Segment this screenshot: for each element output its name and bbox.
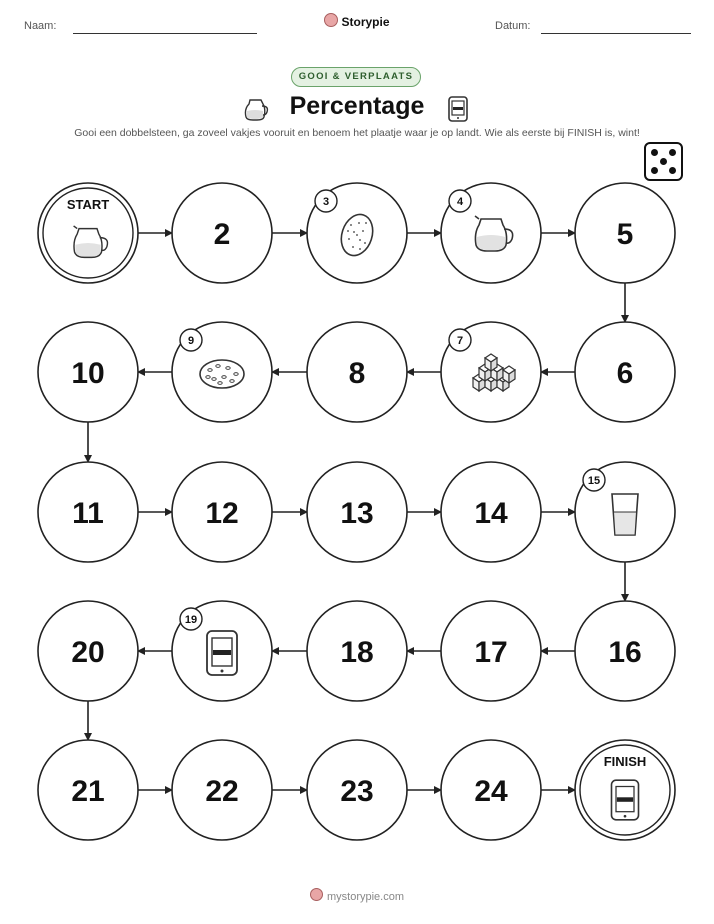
board-space[interactable]	[307, 601, 407, 701]
space-number: 22	[205, 775, 239, 808]
board-space[interactable]	[38, 740, 138, 840]
space-number: 12	[205, 497, 239, 530]
space-number: 23	[340, 775, 374, 808]
space-number: 13	[340, 497, 374, 530]
badge-number: 7	[456, 335, 464, 347]
board-space[interactable]	[307, 462, 407, 562]
space-number: 11	[72, 497, 104, 530]
board-space[interactable]	[441, 740, 541, 840]
footer-url: mystorypie.com	[326, 891, 405, 903]
finish-label: FINISH	[603, 754, 647, 769]
board-space[interactable]	[441, 462, 541, 562]
space-number: 8	[348, 357, 366, 390]
board-space[interactable]	[38, 462, 138, 562]
board-space[interactable]	[172, 462, 272, 562]
space-number: 14	[474, 497, 508, 530]
space-number-badge	[449, 329, 471, 351]
space-number: 6	[616, 357, 634, 390]
space-number: 10	[71, 357, 105, 390]
space-number-badge	[449, 190, 471, 212]
space-number-badge	[315, 190, 337, 212]
space-number: 24	[474, 775, 508, 808]
board-space[interactable]	[575, 183, 675, 283]
board-space[interactable]	[172, 183, 272, 283]
activity-tag: GOOI & VERPLAATS	[291, 67, 421, 87]
space-number: 2	[213, 218, 231, 251]
brand-name: Storypie	[341, 15, 390, 29]
board-space[interactable]	[172, 740, 272, 840]
footer	[0, 888, 714, 903]
space-number: 21	[71, 775, 105, 808]
space-number: 18	[340, 636, 374, 669]
space-number-badge	[583, 469, 605, 491]
board-space[interactable]	[575, 322, 675, 422]
board-space[interactable]	[38, 322, 138, 422]
tablet-icon	[612, 780, 639, 820]
board-space[interactable]	[441, 601, 541, 701]
board-space[interactable]	[575, 462, 675, 562]
storypie-logo-icon	[310, 888, 323, 901]
instructions: Gooi een dobbelsteen, ga zoveel vakjes vooruit en benoem het plaatje waar je op landt. Wie als eerste bij FINISH is, wint!	[74, 127, 640, 139]
space-number: 17	[474, 636, 508, 669]
board-space[interactable]	[441, 322, 541, 422]
page-title: Percentage	[289, 92, 425, 120]
board-space[interactable]	[307, 183, 407, 283]
board-space[interactable]	[172, 601, 272, 701]
board-space[interactable]	[575, 601, 675, 701]
name-label: Naam:	[24, 20, 57, 32]
space-number: 5	[616, 218, 634, 251]
badge-number: 19	[184, 614, 198, 626]
board-space[interactable]	[38, 601, 138, 701]
board-space[interactable]	[172, 322, 272, 422]
space-number: 16	[608, 636, 642, 669]
board-space[interactable]	[307, 740, 407, 840]
badge-number: 15	[587, 475, 601, 487]
space-number-badge	[180, 608, 202, 630]
start-label: START	[66, 197, 110, 212]
badge-number: 4	[456, 196, 464, 208]
board-space[interactable]	[441, 183, 541, 283]
date-label: Datum:	[495, 20, 531, 32]
space-number: 20	[71, 636, 105, 669]
tablet-icon	[207, 631, 237, 675]
badge-number: 3	[322, 196, 330, 208]
space-number-badge	[180, 329, 202, 351]
badge-number: 9	[187, 335, 195, 347]
board-space[interactable]	[38, 183, 138, 283]
glass-of-water-icon	[612, 494, 638, 535]
board-space[interactable]	[307, 322, 407, 422]
cookie-icon	[200, 360, 244, 388]
board-space[interactable]	[575, 740, 675, 840]
